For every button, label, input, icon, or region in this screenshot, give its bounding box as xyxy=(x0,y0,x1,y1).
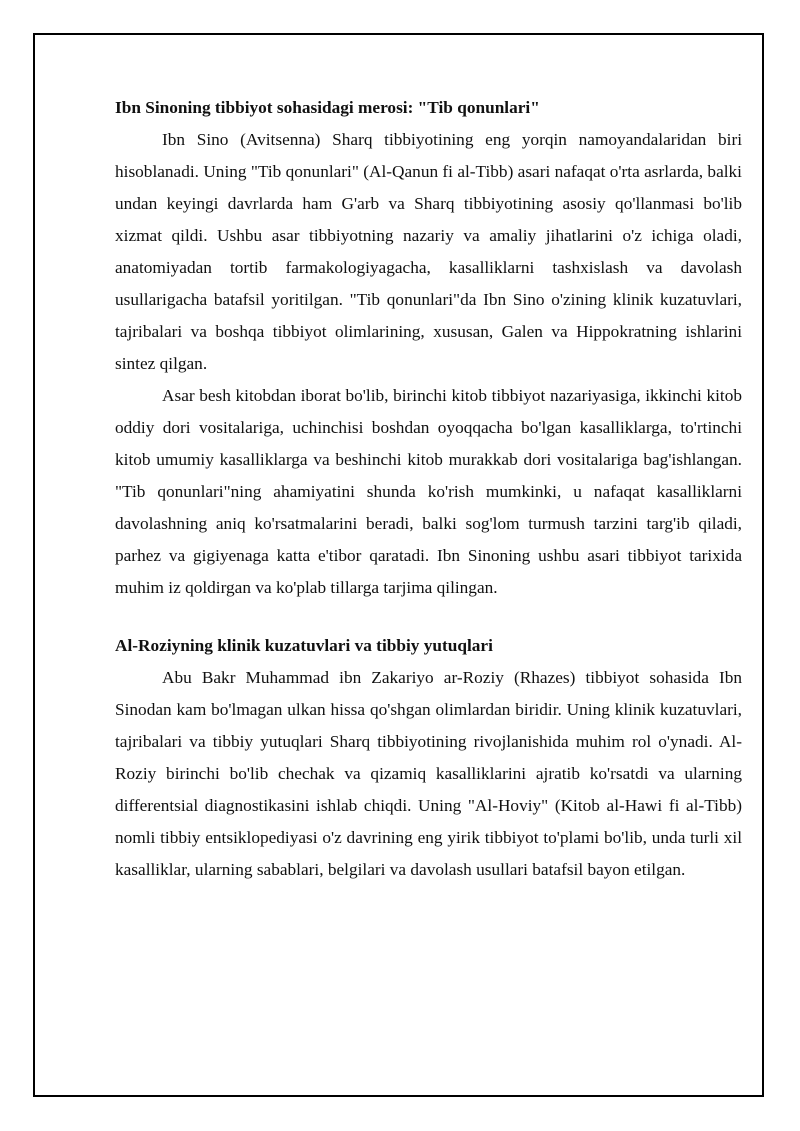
section-heading-ibn-sino: Ibn Sinoning tibbiyot sohasidagi merosi: "Tib qonunlari" xyxy=(115,98,540,117)
section-heading-al-roziy: Al-Roziyning klinik kuzatuvlari va tibbiy yutuqlari xyxy=(115,636,493,655)
document-body xyxy=(115,92,742,886)
paragraph-ibn-sino-books: Asar besh kitobdan iborat bo'lib, birinchi kitob tibbiyot nazariyasiga, ikkinchi kitob oddiy dori vositalariga, uchinchisi boshdan oyoqqacha bo'lgan kasalliklarga, to'rtinchi kitob umumiy kasalliklarga va beshinchi kitob murakkab dori vositalariga bag'ishlangan. "Tib qonunlari"ning ahamiyatini shunda ko'rish mumkinki, u nafaqat kasalliklarni davolashning aniq ko'rsatmalarini beradi, balki sog'lom turmush tarzini targ'ib qiladi, parhez va gigiyenaga katta e'tibor qaratadi. Ibn Sinoning ushbu asari tibbiyot tarixida muhim iz qoldirgan va ko'plab tillarga tarjima qilingan. xyxy=(115,386,742,597)
paragraph-ibn-sino-intro: Ibn Sino (Avitsenna) Sharq tibbiyotining eng yorqin namoyandalaridan biri hisoblanadi. Uning "Tib qonunlari" (Al-Qanun fi al-Tibb) asari nafaqat o'rta asrlarda, balki undan keyingi davrlarda ham G'arb va Sharq tibbiyotining asosiy qo'llanmasi bo'lib xizmat qildi. Ushbu asar tibbiyotning nazariy va amaliy jihatlarini o'z ichiga oladi, anatomiyadan tortib farmakologiyagacha, kasalliklarni tashxislash va davolash usullarigacha batafsil yoritilgan. "Tib qonunlari"da Ibn Sino o'zining klinik kuzatuvlari, tajribalari va boshqa tibbiyot olimlarining, xususan, Galen va Hippokratning ishlarini sintez qilgan. xyxy=(115,130,742,373)
paragraph-al-roziy: Abu Bakr Muhammad ibn Zakariyo ar-Roziy (Rhazes) tibbiyot sohasida Ibn Sinodan kam bo'lmagan ulkan hissa qo'shgan olimlardan biridir. Uning klinik kuzatuvlari, tajribalari va tibbiy yutuqlari Sharq tibbiyotining rivojlanishida muhim rol o'ynadi. Al-Roziy birinchi bo'lib chechak va qizamiq kasalliklarini ajratib ko'rsatdi va ularning differentsial diagnostikasini ishlab chiqdi. Uning "Al-Hoviy" (Kitob al-Hawi fi al-Tibb) nomli tibbiy entsiklopediyasi o'z davrining eng yirik tibbiyot to'plami bo'lib, unda turli xil kasalliklar, ularning sabablari, belgilari va davolash usullari batafsil bayon etilgan. xyxy=(115,668,742,879)
